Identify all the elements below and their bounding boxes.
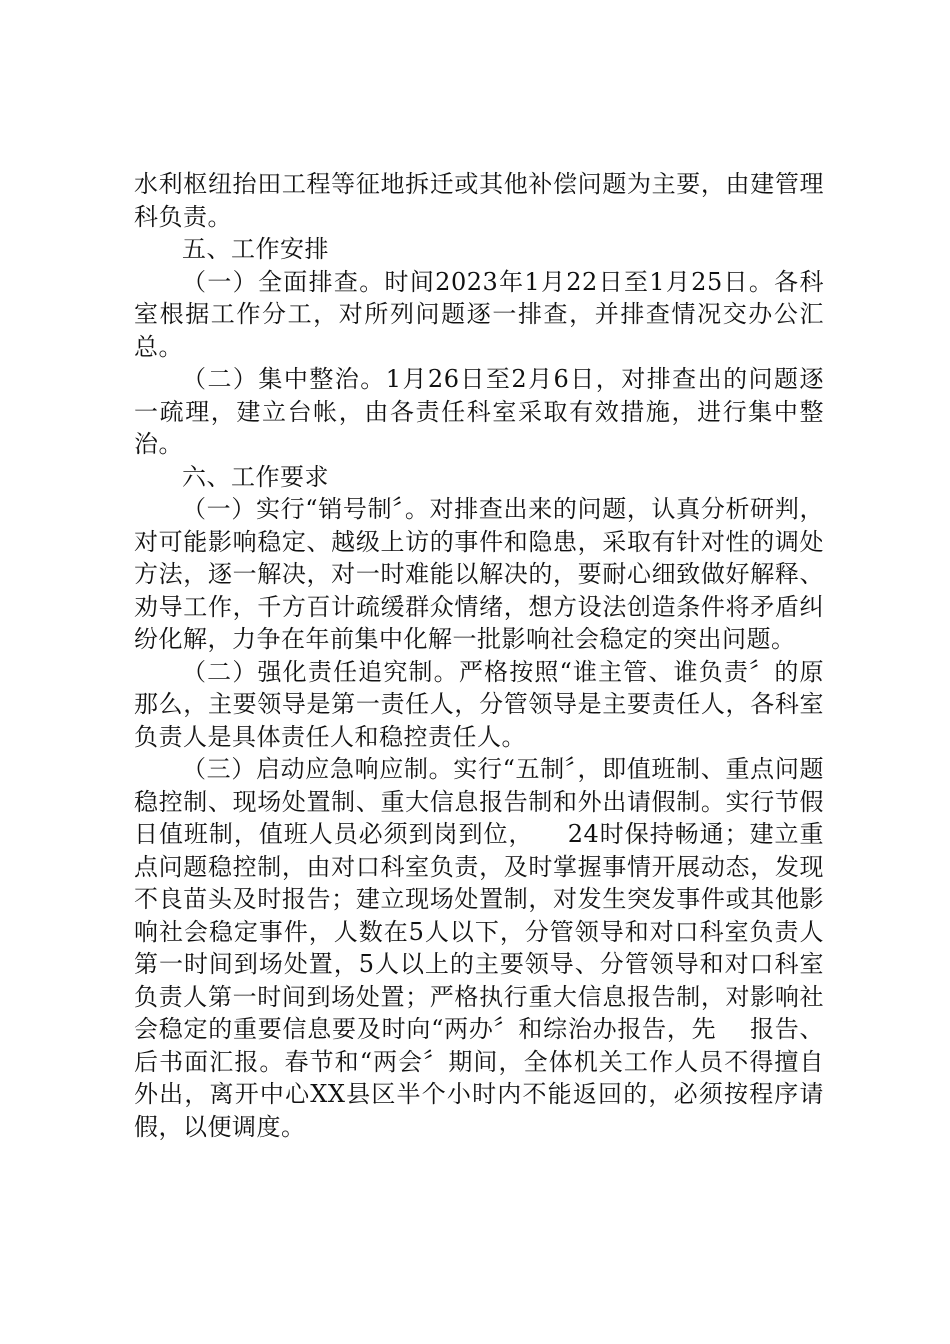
paragraph-cancellation-system: （一）实行“销号制〞。对排查出来的问题，认真分析研判，对可能影响稳定、越级上访的事件和隐患，采取有针对性的调处方法，逐一解决，对一时难能以解决的，要耐心细致做好解释、劝导工作，千方百计疏缓群众情绪，想方设法创造条件将矛盾纠纷化解，力争在年前集中化解一批影响社会稳定的突出问题。 — [134, 495, 824, 653]
paragraph-emergency-response: （三）启动应急响应制。实行“五制〞，即值班制、重点问题稳控制、现场处置制、重大信息报告制和外出请假制。实行节假日值班制，值班人员必须到岗到位， 24时保持畅通；建立重点问题稳控制，由对口科室负责，及时掌握事情开展动态，发现不良苗头及时报告；建立现场处置制，对发生突发事件或其他影响社会稳定事件，人数在5人以下，分管领导和对口科室负责人第一时间到场处置，5人以上的主要领导、分管领导和对口科室负责人第一时间到场处置；严格执行重大信息报告制，对影响社会稳定的重要信息要及时向“两办〞和综治办报告，先 报告、后书面汇报。春节和“两会〞期间，全体机关工作人员不得擅自外出，离开中心XX县区半个小时内不能返回的，必须按程序请假，以便调度。 — [134, 755, 824, 1141]
document-body — [134, 168, 824, 1143]
section-heading-work-requirements: 六、工作要求 — [182, 462, 329, 491]
paragraph-full-investigation: （一）全面排查。时间2023年1月22日至1月25日。各科室根据工作分工，对所列问题逐一排查，并排查情况交办公汇总。 — [134, 267, 824, 361]
paragraph-concentrated-rectification: （二）集中整治。1月26日至2月6日，对排查出的问题逐一疏理，建立台帐，由各责任科室采取有效措施，进行集中整治。 — [134, 365, 824, 458]
paragraph-accountability-system: （二）强化责任追究制。严格按照“谁主管、谁负责〞的原那么，主要领导是第一责任人，分管领导是主要责任人，各科室负责人是具体责任人和稳控责任人。 — [134, 657, 824, 751]
paragraph-continued: 水利枢纽抬田工程等征地拆迁或其他补偿问题为主要，由建管理科负责。 — [134, 170, 824, 231]
section-heading-work-arrangement: 五、工作安排 — [182, 235, 329, 263]
